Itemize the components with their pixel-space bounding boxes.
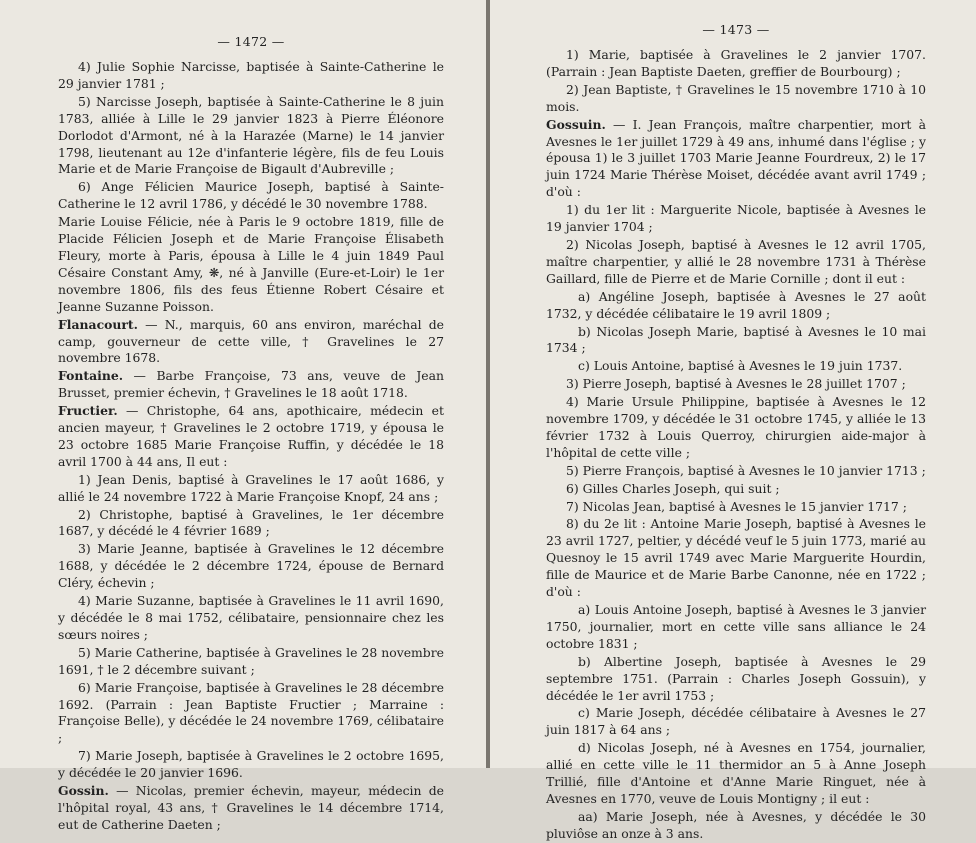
paragraph-text: 1) Jean Denis, baptisé à Gravelines le 17 août 1686, y allié le 24 novembre 1722 à Marie Françoise Knopf, 24 ans ;	[58, 471, 444, 504]
paragraph	[546, 47, 926, 81]
paragraph	[58, 317, 444, 368]
paragraph-text: — Barbe Françoise, 73 ans, veuve de Jean Brusset, premier échevin, † Gravelines le 18 août 1718.	[58, 368, 444, 401]
paragraph-text: a) Angéline Joseph, baptisée à Avesnes le 27 août 1732, y décédée célibataire le 19 avril 1809 ;	[546, 288, 926, 321]
paragraph	[58, 472, 444, 506]
paragraph	[58, 59, 444, 93]
paragraph-text: 4) Marie Ursule Philippine, baptisée à Avesnes le 12 novembre 1709, y décédée le 31 octobre 1745, y alliée le 13 février 1732 à Louis Querroy, chirurgien aide-major à l'hôpital de cette ville ;	[546, 394, 926, 460]
paragraph	[546, 289, 926, 323]
paragraph-text: 5) Marie Catherine, baptisée à Gravelines le 28 novembre 1691, † le 2 décembre suivant ;	[58, 644, 444, 677]
paragraph-text: 7) Marie Joseph, baptisée à Gravelines le 2 octobre 1695, y décédée le 20 janvier 1696.	[58, 748, 444, 781]
paragraph-text: 8) du 2e lit : Antoine Marie Joseph, baptisé à Avesnes le 23 avril 1727, peltier, y décédé veuf le 5 juin 1773, marié au Quesnoy le 15 avril 1749 avec Marie Marguerite Hourdin, fille de Maurice et de Marie Barbe Canonne, née en 1722 ; d'où :	[546, 516, 926, 600]
entry-heading: Gossuin.	[546, 116, 606, 132]
entry-heading: Gossin.	[58, 783, 109, 799]
right-page	[490, 0, 976, 841]
paragraph-text: 5) Narcisse Joseph, baptisée à Sainte-Catherine le 8 juin 1783, alliée à Lille le 29 janvier 1823 à Pierre Éléonore Dorlodot d'Armont, né à la Harazée (Marne) le 14 janvier 1798, lieutenant au 12e d'infanterie légère, fils de feu Louis Marie et de Marie Françoise de Bigault d'Aubreville ;	[58, 93, 444, 177]
paragraph-text: c) Marie Joseph, décédée célibataire à Avesnes le 27 juin 1817 à 64 ans ;	[546, 705, 926, 738]
paragraph	[58, 645, 444, 679]
paragraph-text: a) Louis Antoine Joseph, baptisé à Avesnes le 3 janvier 1750, journalier, mort en cette ville sans alliance le 24 octobre 1831 ;	[546, 602, 926, 651]
entry-heading: Fontaine.	[58, 368, 124, 384]
paragraph	[546, 117, 926, 202]
paragraph	[546, 516, 926, 601]
paragraph-text: 2) Jean Baptiste, † Gravelines le 15 novembre 1710 à 10 mois.	[546, 81, 926, 114]
paragraph	[58, 593, 444, 644]
paragraph-text: — Christophe, 64 ans, apothicaire, médecin et ancien mayeur, † Gravelines le 2 octobre 1719, y épousa le 23 octobre 1685 Marie Françoise Ruffin, y décédée le 18 avril 1700 à 44 ans, Il eut :	[58, 403, 444, 469]
paragraph-text: 1) Marie, baptisée à Gravelines le 2 janvier 1707. (Parrain : Jean Baptiste Daeten, greffier de Bourbourg) ;	[546, 47, 926, 79]
paragraph-text: — Nicolas, premier échevin, mayeur, médecin de l'hôpital royal, 43 ans, † Gravelines le 14 décembre 1714, eut de Catherine Daeten ;	[58, 783, 444, 832]
paragraph	[58, 403, 444, 471]
paragraph	[58, 783, 444, 834]
paragraph	[546, 740, 926, 808]
paragraph	[546, 394, 926, 462]
paragraph	[546, 602, 926, 653]
paragraph-text: 5) Pierre François, baptisé à Avesnes le 10 janvier 1713 ;	[566, 462, 926, 478]
paragraph	[58, 680, 444, 748]
paragraph	[58, 507, 444, 541]
paragraph-text: Marie Louise Félicie, née à Paris le 9 octobre 1819, fille de Placide Félicien Joseph et de Marie Françoise Élisabeth Fleury, morte à Paris, épousa à Lille le 4 juin 1849 Paul Césaire Constant Amy, ❋, né à Janville (Eure-et-Loir) le 1er novembre 1806, fils des feus Étienne Robert Césaire et Jeanne Suzanne Poisson.	[58, 214, 444, 314]
paragraph-text: d) Nicolas Joseph, né à Avesnes en 1754, journalier, allié en cette ville le 11 thermidor an 5 à Anne Joseph Trillié, fille d'Antoine et d'Anne Marie Ringuet, née à Avesnes en 1770, veuve de Louis Montigny ; il eut :	[546, 740, 926, 806]
paragraph	[546, 499, 926, 516]
paragraph-text: 6) Gilles Charles Joseph, qui suit ;	[566, 480, 780, 496]
paragraph-text: 2) Christophe, baptisé à Gravelines, le 1er décembre 1687, y décédé le 4 février 1689 ;	[58, 506, 444, 539]
paragraph	[546, 481, 926, 498]
paragraph-text: — I. Jean François, maître charpentier, mort à Avesnes le 1er juillet 1729 à 49 ans, inhumé dans l'église ; y épousa 1) le 3 juillet 1703 Marie Jeanne Fourdreux, 2) le 17 juin 1724 Marie Thérèse Moiset, décédée avant avril 1749 ; d'où :	[546, 116, 926, 200]
paragraph-text: 1) du 1er lit : Marguerite Nicole, baptisée à Avesnes le 19 janvier 1704 ;	[546, 202, 926, 235]
paragraph	[546, 324, 926, 358]
paragraph-text: c) Louis Antoine, baptisé à Avesnes le 19 juin 1737.	[578, 358, 903, 374]
paragraph-text: 7) Nicolas Jean, baptisé à Avesnes le 15 janvier 1717 ;	[566, 498, 907, 514]
paragraph	[58, 214, 444, 315]
paragraph	[546, 705, 926, 739]
page-number-left: — 1472 —	[217, 34, 285, 49]
paragraph	[58, 541, 444, 592]
paragraph-text: 3) Marie Jeanne, baptisée à Gravelines le 12 décembre 1688, y décédée le 2 décembre 1724, épouse de Bernard Cléry, échevin ;	[58, 541, 444, 591]
paragraph	[546, 809, 926, 843]
paragraph	[58, 94, 444, 179]
paragraph-text: — N., marquis, 60 ans environ, maréchal de camp, gouverneur de cette ville, † Gravelines le 27 novembre 1678.	[58, 316, 444, 366]
paragraph	[546, 82, 926, 116]
left-page-text	[58, 59, 444, 834]
paragraph-text: 6) Marie Françoise, baptisée à Gravelines le 28 décembre 1692. (Parrain : Jean Baptiste Fructier ; Marraine : Françoise Belle), y décédée le 24 novembre 1769, célibataire ;	[58, 679, 444, 746]
paragraph	[546, 202, 926, 236]
paragraph-text: aa) Marie Joseph, née à Avesnes, y décédée le 30 pluviôse an onze à 3 ans.	[546, 808, 926, 841]
paragraph	[546, 358, 926, 375]
entry-heading: Flanacourt.	[58, 316, 138, 332]
paragraph	[546, 237, 926, 288]
paragraph-text: 4) Marie Suzanne, baptisée à Gravelines le 11 avril 1690, y décédée le 8 mai 1752, célibataire, pensionnaire chez les sœurs noires ;	[58, 593, 444, 642]
page-number-right: — 1473 —	[702, 22, 770, 37]
left-page	[0, 0, 486, 832]
paragraph-text: b) Nicolas Joseph Marie, baptisé à Avesnes le 10 mai 1734 ;	[546, 323, 926, 356]
paragraph-text: b) Albertine Joseph, baptisée à Avesnes le 29 septembre 1751. (Parrain : Charles Joseph Gossuin), y décédée le 1er avril 1753 ;	[546, 653, 926, 703]
paragraph	[58, 368, 444, 402]
paragraph-text: 6) Ange Félicien Maurice Joseph, baptisé à Sainte-Catherine le 12 avril 1786, y décédé le 30 novembre 1788.	[58, 179, 444, 212]
entry-heading: Fructier.	[58, 403, 118, 419]
right-page-text	[546, 47, 926, 843]
paragraph-text: 2) Nicolas Joseph, baptisé à Avesnes le 12 avril 1705, maître charpentier, y allié le 28 novembre 1731 à Thérèse Gaillard, fille de Pierre et de Marie Cornille ; dont il eut :	[546, 236, 926, 286]
paragraph-text: 4) Julie Sophie Narcisse, baptisée à Sainte-Catherine le 29 janvier 1781 ;	[58, 59, 444, 91]
paragraph	[58, 179, 444, 213]
paragraph-text: 3) Pierre Joseph, baptisé à Avesnes le 28 juillet 1707 ;	[566, 376, 906, 392]
paragraph	[546, 376, 926, 393]
paragraph	[546, 654, 926, 705]
paragraph	[58, 748, 444, 782]
paragraph	[546, 463, 926, 480]
